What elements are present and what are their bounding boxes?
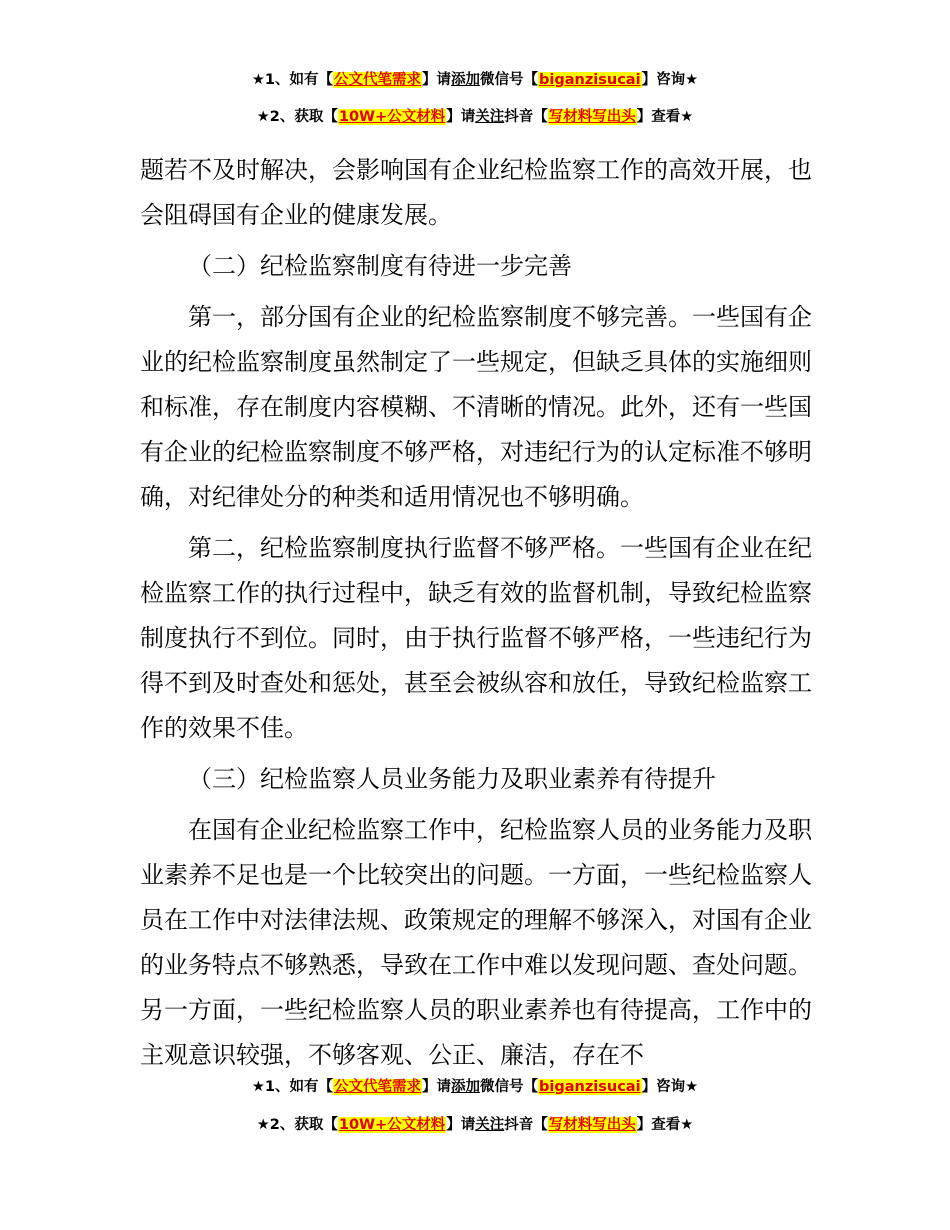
emphasis-text: 关注 xyxy=(475,1117,505,1133)
banner-text: 抖音【 xyxy=(504,1117,548,1133)
emphasis-text: 关注 xyxy=(475,109,505,125)
banner-text: 】查看★ xyxy=(636,109,694,125)
header-banner-line-2 xyxy=(0,107,950,127)
paragraph: 第一，部分国有企业的纪检监察制度不够完善。一些国有企业的纪检监察制度虽然制定了一些规定，但缺乏具体的实施细则和标准，存在制度内容模糊、不清晰的情况。此外，还有一些国有企业的纪检监察制度不够严格，对违纪行为的认定标准不够明确，对纪律处分的种类和适用情况也不够明确。 xyxy=(140,303,812,511)
banner-text: 微信号【 xyxy=(480,72,539,88)
footer-banner-line-1 xyxy=(0,1077,950,1097)
banner-text: 】请 xyxy=(446,109,476,125)
highlight-tag: 10W+公文材料 xyxy=(338,109,446,125)
douyin-id: 写材料写出头 xyxy=(548,1117,636,1133)
banner-text: ★1、如有【 xyxy=(251,72,334,88)
emphasis-text: 添加 xyxy=(451,72,481,88)
header-banner-line-1 xyxy=(0,70,950,90)
highlight-tag: 公文代笔需求 xyxy=(334,1079,422,1095)
section-heading-3: （三）纪检监察人员业务能力及职业素养有待提升 xyxy=(188,765,716,793)
banner-text: ★1、如有【 xyxy=(251,1079,334,1095)
banner-text: ★2、获取【 xyxy=(256,1117,338,1133)
paragraph: 第二，纪检监察制度执行监督不够严格。一些国有企业在纪检监察工作的执行过程中，缺乏有效的监督机制，导致纪检监察制度执行不到位。同时，由于执行监督不够严格，一些违纪行为得不到及时查处和惩处，甚至会被纵容和放任，导致纪检监察工作的效果不佳。 xyxy=(140,534,812,742)
banner-text: 】咨询★ xyxy=(641,72,699,88)
banner-text: 】请 xyxy=(446,1117,476,1133)
banner-text: 抖音【 xyxy=(504,109,548,125)
banner-text: 】查看★ xyxy=(636,1117,694,1133)
paragraph: 在国有企业纪检监察工作中，纪检监察人员的业务能力及职业素养不足也是一个比较突出的问题。一方面，一些纪检监察人员在工作中对法律法规、政策规定的理解不够深入，对国有企业的业务特点不够熟悉，导致在工作中难以发现问题、查处问题。另一方面，一些纪检监察人员的职业素养也有待提高，工作中的主观意识较强，不够客观、公正、廉洁，存在不 xyxy=(140,816,812,1069)
document-body xyxy=(140,148,812,1084)
highlight-tag: 10W+公文材料 xyxy=(338,1117,446,1133)
footer-banner-line-2 xyxy=(0,1115,950,1135)
banner-text: ★2、获取【 xyxy=(256,109,338,125)
emphasis-text: 添加 xyxy=(451,1079,481,1095)
wechat-id: biganzisucai xyxy=(539,1079,641,1095)
highlight-tag: 公文代笔需求 xyxy=(334,72,422,88)
banner-text: 微信号【 xyxy=(480,1079,539,1095)
paragraph-continuation: 题若不及时解决，会影响国有企业纪检监察工作的高效开展，也会阻碍国有企业的健康发展。 xyxy=(140,156,812,229)
douyin-id: 写材料写出头 xyxy=(548,109,636,125)
wechat-id: biganzisucai xyxy=(539,72,641,88)
banner-text: 】咨询★ xyxy=(641,1079,699,1095)
banner-text: 】请 xyxy=(422,72,452,88)
banner-text: 】请 xyxy=(422,1079,452,1095)
section-heading-2: （二）纪检监察制度有待进一步完善 xyxy=(188,252,572,280)
